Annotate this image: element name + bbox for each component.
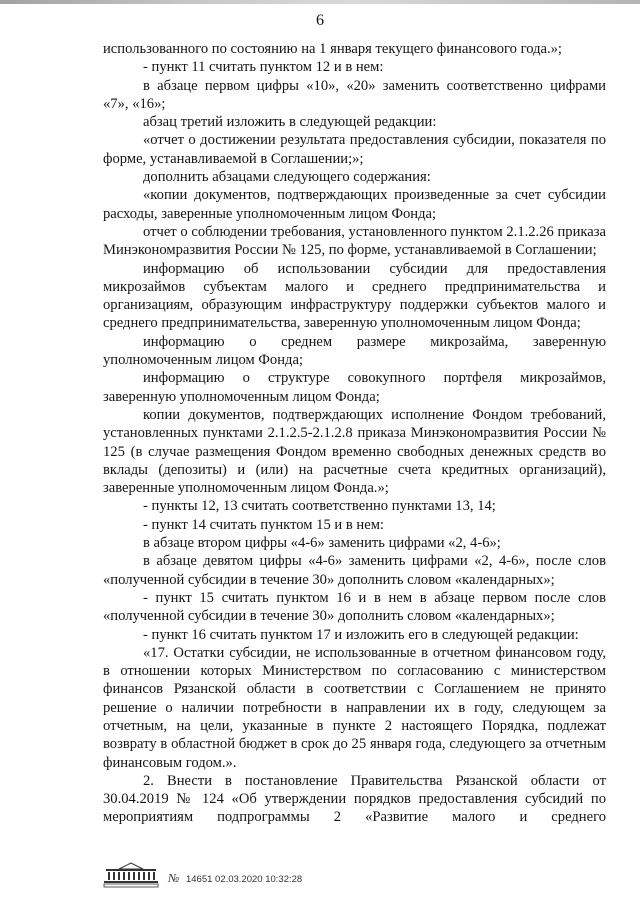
number-mark: №	[168, 871, 180, 885]
document-footer	[100, 862, 460, 896]
paragraph: информацию о структуре совокупного портфеля микрозаймов, заверенную уполномоченным лицом Фонда;	[103, 370, 606, 405]
paragraph: копии документов, подтверждающих исполнение Фондом требований, установленных пунктами 2.1.2.5-2.1.2.8 приказа Минэкономразвития России № 125 (в случае размещения Фондом временно свободных денежных средств во вклады (депозиты) и (или) на расчетные счета кредитных организаций), заверенные уполномоченным лицом Фонда.»;	[103, 406, 606, 497]
document-body	[103, 40, 606, 827]
paragraph: абзац третий изложить в следующей редакции:	[143, 114, 437, 131]
paragraph: использованного по состоянию на 1 января текущего финансового года.»;	[103, 41, 562, 57]
paragraph: - пункт 15 считать пунктом 16 и в нем в абзаце первом после слов «полученной субсидии в течение 30» дополнить словом «календарных»;	[103, 589, 606, 625]
paragraph: информацию о среднем размере микрозайма, заверенную уполномоченным лицом Фонда;	[103, 333, 606, 369]
document-number: 14651	[185, 874, 213, 885]
paragraph: 2. Внести в постановление Правительства Рязанской области от 30.04.2019 № 124 «Об утверждении порядков предоставления субсидий по мероприятиям подпрограммы 2 «Развитие малого и среднего	[103, 772, 606, 826]
paragraph: - пункты 12, 13 считать соответственно пунктами 13, 14;	[143, 498, 496, 515]
paragraph: - пункт 14 считать пунктом 15 и в нем:	[143, 516, 384, 533]
paragraph: «копии документов, подтверждающих произведенные за счет субсидии расходы, заверенные уполномоченным лицом Фонда;	[103, 187, 606, 222]
paragraph: информацию об использовании субсидии для предоставления микрозаймов субъектам малого и среднего предпринимательства и организациям, образующим инфраструктуру поддержки субъектов малого и среднего предпринимательства, заверенную уполномоченным лицом Фонда;	[103, 260, 606, 332]
paragraph: - пункт 11 считать пунктом 12 и в нем:	[143, 59, 384, 76]
paragraph: «отчет о достижении результата предоставления субсидии, показателя по форме, устанавливаемой в Соглашении;»;	[103, 132, 606, 167]
paragraph: в абзаце втором цифры «4-6» заменить цифрами «2, 4-6»;	[143, 535, 501, 552]
scan-top-edge	[0, 0, 640, 4]
document-registration-stamp	[168, 871, 302, 886]
paragraph: - пункт 16 считать пунктом 17 и изложить его в следующей редакции:	[143, 626, 579, 643]
paragraph: «17. Остатки субсидии, не использованные в отчетном финансовом году, в отношении которых Министерством по согласованию с министерством финансов Рязанской области в соответствии с Соглашением не принято решение о наличии потребности в направлении их в году, следующем за отчетным, на цели, указанные в пункте 2 настоящего Порядка, подлежат возврату в областной бюджет в срок до 25 января года, следующего за отчетным финансовым годом.».	[103, 644, 606, 771]
document-datetime: 02.03.2020 10:32:28	[215, 874, 303, 885]
paragraph: дополнить абзацами следующего содержания:	[143, 169, 431, 186]
page-number: 6	[316, 12, 324, 29]
paragraph: отчет о соблюдении требования, установленного пунктом 2.1.2.26 приказа Минэкономразвития России № 125, по форме, устанавливаемой в Соглашении;	[103, 223, 606, 259]
government-building-logo-icon	[100, 862, 162, 888]
paragraph: в абзаце девятом цифры «4-6» заменить цифрами «2, 4-6», после слов «полученной субсидии в течение 30» дополнить словом «календарных»;	[103, 553, 606, 588]
paragraph: в абзаце первом цифры «10», «20» заменить соответственно цифрами «7», «16»;	[103, 77, 606, 112]
